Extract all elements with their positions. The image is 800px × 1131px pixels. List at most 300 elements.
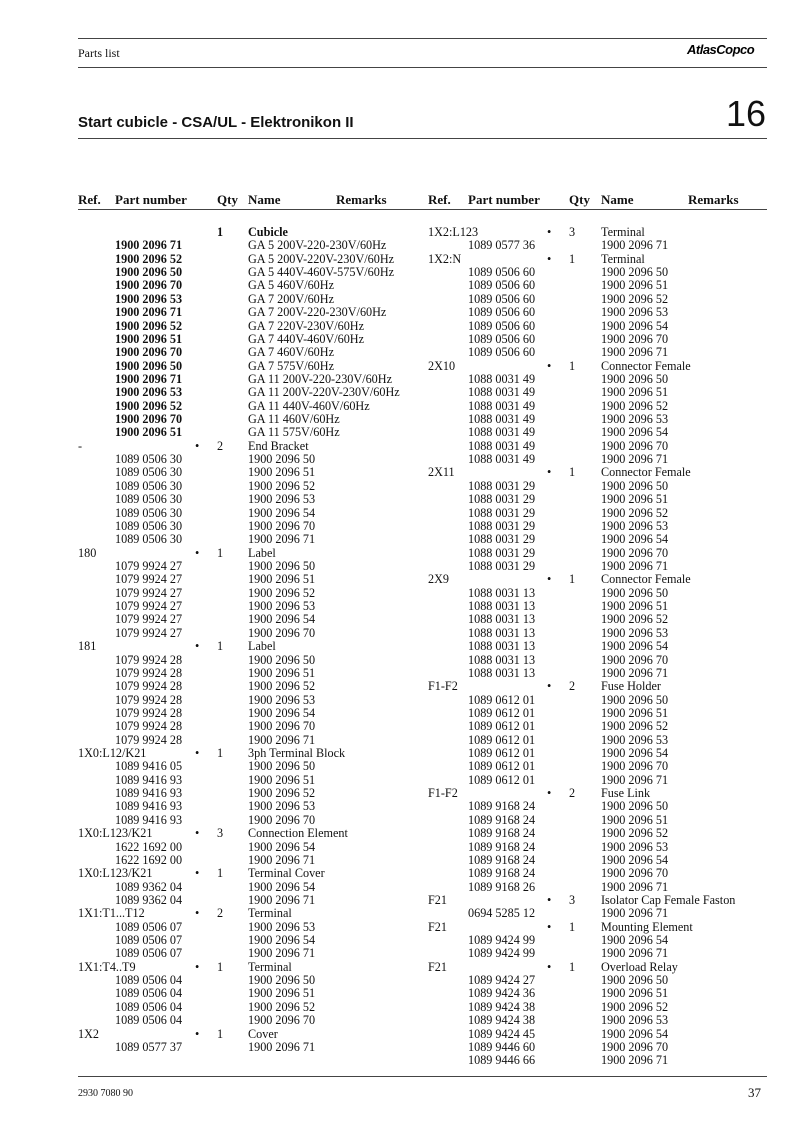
name-cell: Fuse Link [601,786,651,801]
name-cell: Connection Element [248,826,348,841]
bullet-cell: • [547,679,552,694]
table-row [428,667,768,680]
ref-cell: F21 [428,892,447,907]
part-number-cell: 0694 5285 12 [468,906,536,921]
table-row [428,507,768,520]
ref-cell: 1X0:L123/K21 [78,866,153,881]
part-number-cell: 1079 9924 27 [115,558,183,573]
part-number-cell: 1089 9168 26 [468,879,536,894]
table-row [78,440,418,453]
table-row [428,720,768,733]
name-cell: GA 7 575V/60Hz [248,358,334,373]
part-number-cell: 1088 0031 29 [468,505,536,520]
bullet-cell: • [547,892,552,907]
table-row [78,426,418,439]
name-cell: 1900 2096 50 [601,799,669,814]
name-cell: 1900 2096 53 [248,692,316,707]
header-qty: Qty [217,192,238,207]
name-cell: 1900 2096 51 [601,385,669,400]
part-number-cell: 1088 0031 49 [468,412,536,427]
part-number-cell: 1089 0506 60 [468,278,536,293]
name-cell: 1900 2096 71 [601,946,669,961]
qty-cell: 1 [569,358,576,373]
part-number-cell: 1089 0506 30 [115,465,183,480]
ref-cell: 1X1:T4..T9 [78,959,136,974]
table-row [428,400,768,413]
name-cell: Label [248,639,276,654]
table-row [78,320,418,333]
part-number-cell: 1088 0031 49 [468,452,536,467]
header-part-number: Part number [115,192,187,207]
bullet-cell: • [547,959,552,974]
part-number-cell: 1089 0506 60 [468,331,536,346]
qty-cell: 3 [217,826,224,841]
part-number-cell: 1089 9362 04 [115,892,183,907]
name-cell: 1900 2096 52 [248,478,316,493]
table-row [428,320,768,333]
part-number-cell: 1089 0506 30 [115,492,183,507]
name-cell: 1900 2096 53 [601,839,669,854]
part-number-cell: 1900 2096 52 [115,251,183,266]
name-cell: 1900 2096 50 [601,265,669,280]
table-row [428,881,768,894]
table-row [428,760,768,773]
name-cell: GA 5 440V-460V-575V/60Hz [248,265,395,280]
part-number-cell: 1079 9924 28 [115,692,183,707]
part-number-cell: 1089 9446 66 [468,1053,536,1068]
part-number-cell: 1900 2096 50 [115,265,183,280]
table-row [78,573,418,586]
bullet-cell: • [195,906,200,921]
part-number-cell: 1089 0506 30 [115,505,183,520]
part-number-cell: 1089 0506 30 [115,452,183,467]
qty-cell: 2 [569,679,576,694]
part-number-cell: 1089 0612 01 [468,746,536,761]
table-row [78,520,418,533]
part-number-cell: 1079 9924 28 [115,719,183,734]
part-number-cell: 1089 0506 04 [115,973,183,988]
part-number-cell: 1089 9168 24 [468,866,536,881]
part-number-cell: 1900 2096 52 [115,318,183,333]
header-name: Name [248,192,281,207]
name-cell: GA 7 220V-230V/60Hz [248,318,365,333]
table-row [78,827,418,840]
table-row [78,814,418,827]
name-cell: 1900 2096 51 [248,665,316,680]
qty-cell: 1 [217,866,224,881]
part-number-cell: 1900 2096 70 [115,345,183,360]
part-number-cell: 1079 9924 28 [115,705,183,720]
table-row [428,360,768,373]
name-cell: GA 11 575V/60Hz [248,425,340,440]
table-row [428,493,768,506]
page-title: Start cubicle - CSA/UL - Elektronikon II [78,114,354,131]
part-number-cell: 1900 2096 53 [115,291,183,306]
bullet-cell: • [547,572,552,587]
part-number-cell: 1088 0031 29 [468,518,536,533]
table-row [428,266,768,279]
table-row [428,560,768,573]
name-cell: GA 7 460V/60Hz [248,345,334,360]
table-row [78,894,418,907]
table-row [428,680,768,693]
table-header-right [428,192,768,208]
part-number-cell: 1088 0031 29 [468,558,536,573]
table-row [78,373,418,386]
page-number: 37 [748,1085,761,1100]
document-number: 2930 7080 90 [78,1088,133,1099]
part-number-cell: 1900 2096 70 [115,412,183,427]
name-cell: 1900 2096 51 [601,986,669,1001]
name-cell: 1900 2096 50 [248,558,316,573]
name-cell: 1900 2096 51 [248,465,316,480]
name-cell: 1900 2096 70 [601,759,669,774]
name-cell: 1900 2096 70 [248,719,316,734]
bullet-cell: • [195,639,200,654]
name-cell: 1900 2096 52 [248,679,316,694]
name-cell: 1900 2096 53 [601,518,669,533]
table-row [428,547,768,560]
name-cell: 1900 2096 71 [601,772,669,787]
qty-cell: 2 [569,786,576,801]
bullet-cell: • [547,465,552,480]
table-row [78,640,418,653]
table-row [78,667,418,680]
name-cell: 1900 2096 71 [601,665,669,680]
part-number-cell: 1088 0031 29 [468,545,536,560]
table-header-rule [78,209,767,210]
name-cell: GA 5 200V-220-230V/60Hz [248,238,387,253]
title-rule [78,138,767,139]
part-number-cell: 1089 0506 07 [115,919,183,934]
table-row [78,600,418,613]
part-number-cell: 1089 9416 93 [115,799,183,814]
name-cell: 1900 2096 71 [248,1039,316,1054]
name-cell: 1900 2096 71 [601,238,669,253]
name-cell: 1900 2096 54 [248,879,316,894]
name-cell: 1900 2096 71 [601,906,669,921]
part-number-cell: 1088 0031 29 [468,478,536,493]
table-row [78,279,418,292]
name-cell: 1900 2096 70 [248,518,316,533]
name-cell: Terminal [248,959,292,974]
qty-cell: 3 [569,225,576,239]
name-cell: 1900 2096 51 [601,705,669,720]
name-cell: Isolator Cap Female Faston [601,892,736,907]
part-number-cell: 1079 9924 27 [115,612,183,627]
name-cell: 1900 2096 70 [601,331,669,346]
table-row [428,707,768,720]
part-number-cell: 1088 0031 13 [468,612,536,627]
name-cell: 1900 2096 51 [601,278,669,293]
name-cell: 1900 2096 53 [248,919,316,934]
part-number-cell: 1089 0506 60 [468,318,536,333]
table-row [78,734,418,747]
part-number-cell: 1079 9924 28 [115,679,183,694]
part-number-cell: 1089 9168 24 [468,852,536,867]
part-number-cell: 1089 0506 60 [468,265,536,280]
name-cell: Cover [248,1026,278,1041]
qty-cell: 1 [569,959,576,974]
qty-cell: 1 [217,1026,224,1041]
part-number-cell: 1622 1692 00 [115,852,183,867]
name-cell: 1900 2096 70 [248,625,316,640]
name-cell: 1900 2096 70 [601,1039,669,1054]
table-row [78,654,418,667]
ref-cell: - [78,438,83,453]
name-cell: 1900 2096 52 [601,999,669,1014]
name-cell: GA 11 200V-220V-230V/60Hz [248,385,400,400]
part-number-cell: 1088 0031 29 [468,532,536,547]
header-remarks: Remarks [336,192,387,207]
table-row [428,654,768,667]
table-row [78,881,418,894]
part-number-cell: 1089 0577 36 [468,238,536,253]
table-row [78,720,418,733]
name-cell: GA 7 200V-220-230V/60Hz [248,305,387,320]
part-number-cell: 1089 0506 30 [115,478,183,493]
table-row [78,854,418,867]
part-number-cell: 1088 0031 49 [468,425,536,440]
table-row [428,440,768,453]
table-row [78,333,418,346]
bullet-cell: • [547,225,552,239]
ref-cell: 1X1:T1...T12 [78,906,145,921]
part-number-cell: 1088 0031 13 [468,639,536,654]
part-number-cell: 1089 0577 37 [115,1039,183,1054]
name-cell: 1900 2096 50 [601,692,669,707]
name-cell: 1900 2096 70 [248,1013,316,1028]
parts-table-left [78,192,418,1054]
table-row [428,279,768,292]
table-row [78,413,418,426]
name-cell: 1900 2096 71 [601,558,669,573]
part-number-cell: 1079 9924 27 [115,625,183,640]
bullet-cell: • [547,251,552,266]
table-row [78,867,418,880]
table-row [428,1001,768,1014]
qty-cell: 1 [217,746,224,761]
qty-cell: 1 [569,465,576,480]
name-cell: 1900 2096 51 [248,986,316,1001]
ref-cell: 2X11 [428,465,455,480]
part-number-cell: 1079 9924 27 [115,572,183,587]
table-row [78,694,418,707]
table-row [428,640,768,653]
table-row [428,520,768,533]
qty-cell: 1 [569,572,576,587]
table-row [428,800,768,813]
part-number-cell: 1089 9416 05 [115,759,183,774]
table-row [78,360,418,373]
part-number-cell: 1089 9168 24 [468,812,536,827]
name-cell: 1900 2096 70 [601,866,669,881]
qty-cell: 2 [217,438,224,453]
name-cell: 1900 2096 54 [248,839,316,854]
name-cell: 1900 2096 53 [248,799,316,814]
bullet-cell: • [195,746,200,761]
header-part-number: Part number [468,192,540,207]
part-number-cell: 1089 0506 60 [468,305,536,320]
name-cell: Mounting Element [601,919,693,934]
ref-cell: 1X2:N [428,251,462,266]
table-row [78,1014,418,1027]
part-number-cell: 1089 9424 99 [468,933,536,948]
part-number-cell: 1089 9168 24 [468,839,536,854]
name-cell: 1900 2096 51 [601,599,669,614]
table-row [78,306,418,319]
table-row [428,373,768,386]
header-remarks: Remarks [688,192,739,207]
ref-cell: 1X2 [78,1026,99,1041]
part-number-cell: 1089 0506 30 [115,532,183,547]
table-row [78,253,418,266]
table-row [78,680,418,693]
name-cell: 1900 2096 54 [601,852,669,867]
name-cell: Fuse Holder [601,679,661,694]
table-row [428,894,768,907]
qty-cell: 2 [217,906,224,921]
table-row [78,226,418,239]
name-cell: 1900 2096 71 [601,879,669,894]
name-cell: 1900 2096 54 [248,933,316,948]
part-number-cell: 1088 0031 29 [468,492,536,507]
part-number-cell: 1089 9424 38 [468,1013,536,1028]
part-number-cell: 1089 0506 04 [115,1013,183,1028]
name-cell: 1900 2096 71 [248,892,316,907]
name-cell: 1900 2096 70 [601,545,669,560]
name-cell: 1900 2096 50 [248,652,316,667]
bullet-cell: • [547,919,552,934]
name-cell: 1900 2096 50 [601,371,669,386]
part-number-cell: 1089 9416 93 [115,772,183,787]
table-row [428,694,768,707]
name-cell: 1900 2096 71 [601,452,669,467]
table-row [428,627,768,640]
chapter-number: 16 [726,93,767,134]
table-row [78,453,418,466]
table-row [78,961,418,974]
part-number-cell: 1088 0031 13 [468,599,536,614]
name-cell: 1900 2096 52 [601,291,669,306]
ref-cell: 1X2:L123 [428,225,479,239]
top-rule [78,38,767,39]
table-row [78,400,418,413]
parts-table-right [428,192,768,1068]
name-cell: 1900 2096 52 [248,585,316,600]
name-cell: 1900 2096 53 [601,305,669,320]
qty-cell: 1 [569,251,576,266]
part-number-cell: 1622 1692 00 [115,839,183,854]
table-row [78,346,418,359]
table-row [428,934,768,947]
table-row [78,1028,418,1041]
table-row [78,934,418,947]
table-row [428,1028,768,1041]
name-cell: 1900 2096 52 [601,719,669,734]
table-row [428,413,768,426]
ref-cell: 180 [78,545,97,560]
part-number-cell: 1089 9446 60 [468,1039,536,1054]
table-row [78,293,418,306]
name-cell: 1900 2096 70 [601,652,669,667]
table-row [428,867,768,880]
part-number-cell: 1088 0031 13 [468,585,536,600]
part-number-cell: 1089 0612 01 [468,732,536,747]
table-row [428,747,768,760]
part-number-cell: 1089 9416 93 [115,786,183,801]
name-cell: 1900 2096 53 [601,1013,669,1028]
footer-rule [78,1076,767,1077]
table-row [78,480,418,493]
name-cell: Overload Relay [601,959,678,974]
part-number-cell: 1079 9924 27 [115,585,183,600]
table-row [78,800,418,813]
table-row [428,253,768,266]
name-cell: 1900 2096 51 [601,812,669,827]
table-row [78,627,418,640]
name-cell: 1900 2096 71 [248,532,316,547]
brand-logo: AtlasCopco [687,42,755,57]
table-row [78,1041,418,1054]
part-number-cell: 1089 0506 30 [115,518,183,533]
ref-cell: 181 [78,639,97,654]
part-number-cell: 1088 0031 49 [468,398,536,413]
table-row [78,493,418,506]
part-number-cell: 1089 9362 04 [115,879,183,894]
part-number-cell: 1089 0506 60 [468,291,536,306]
table-row [78,747,418,760]
table-row [78,841,418,854]
name-cell: Terminal Cover [248,866,325,881]
table-row [428,306,768,319]
name-cell: 1900 2096 70 [601,438,669,453]
table-body-right [428,226,768,1068]
part-number-cell: 1900 2096 50 [115,358,183,373]
part-number-cell: 1900 2096 53 [115,385,183,400]
table-row [428,841,768,854]
bullet-cell: • [547,786,552,801]
header-ref: Ref. [78,192,101,207]
ref-cell: F1-F2 [428,786,458,801]
table-row [428,466,768,479]
table-row [78,613,418,626]
ref-cell: F21 [428,919,447,934]
qty-cell: 1 [217,959,224,974]
part-number-cell: 1079 9924 28 [115,665,183,680]
name-cell: 1900 2096 54 [601,1026,669,1041]
name-cell: 1900 2096 50 [248,452,316,467]
part-number-cell: 1088 0031 13 [468,665,536,680]
table-row [428,600,768,613]
name-cell: GA 5 460V/60Hz [248,278,334,293]
section-label: Parts list [78,46,120,60]
part-number-cell: 1900 2096 51 [115,425,183,440]
part-number-cell: 1089 0612 01 [468,772,536,787]
part-number-cell: 1089 0612 01 [468,705,536,720]
part-number-cell: 1089 9424 27 [468,973,536,988]
table-row [428,226,768,239]
part-number-cell: 1088 0031 49 [468,438,536,453]
table-row [428,587,768,600]
table-row [78,774,418,787]
name-cell: 1900 2096 54 [248,612,316,627]
ref-cell: F21 [428,959,447,974]
name-cell: 1900 2096 54 [248,705,316,720]
part-number-cell: 1089 0612 01 [468,692,536,707]
table-row [78,974,418,987]
name-cell: Terminal [601,225,645,239]
